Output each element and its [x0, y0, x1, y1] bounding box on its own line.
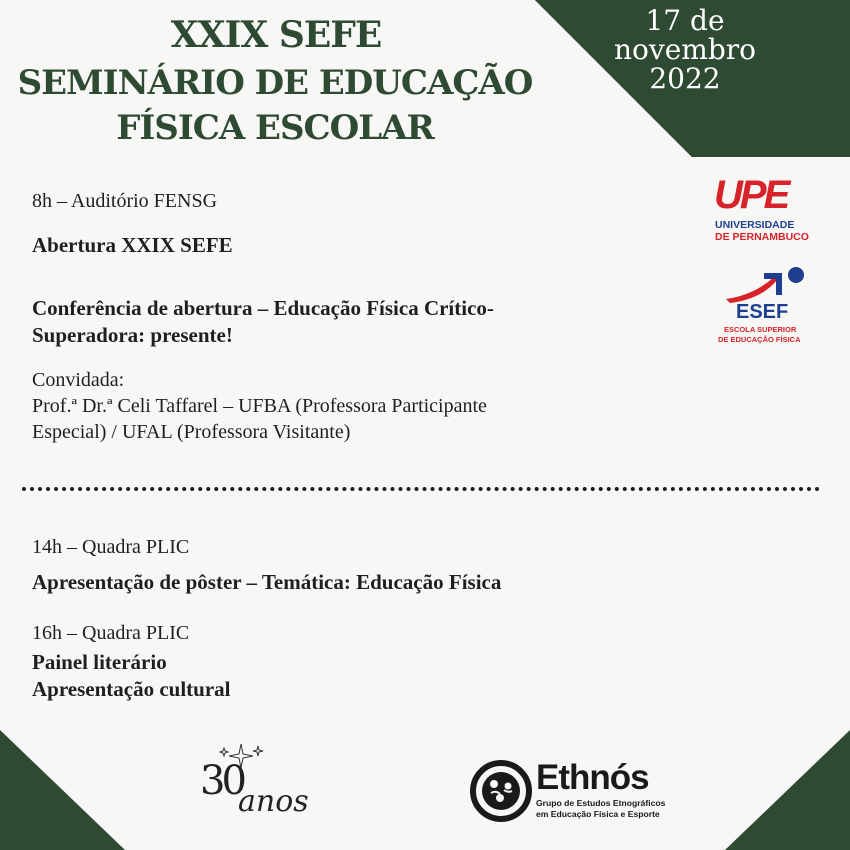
upe-logo-line-2: DE PERNAMBUCO [715, 231, 809, 243]
event-date-day: 17 de [645, 4, 725, 37]
anniversary-word: anos [238, 784, 309, 819]
upe-logo-line-1: UNIVERSIDADE [715, 219, 795, 231]
ethnos-logo [470, 758, 690, 828]
conference-title-line-2: Superadora: presente! [32, 323, 233, 347]
guest-line-2: Especial) / UFAL (Professora Visitante) [32, 421, 351, 443]
esef-logo-line-1: ESCOLA SUPERIOR [724, 325, 797, 334]
ethnos-line-1: Grupo de Estudos Etnográficos [536, 798, 666, 808]
esef-logo-name: ESEF [736, 301, 789, 323]
poster-session: Apresentação de pôster – Temática: Educação Física [32, 570, 502, 594]
anniversary-logo [198, 742, 358, 822]
conference-title-line-1: Conferência de abertura – Educação Física Crítico- [32, 296, 494, 320]
ethnos-line-2: em Educação Física e Esporte [536, 809, 660, 819]
opening-session: Abertura XXIX SEFE [32, 233, 233, 257]
cultural-presentation: Apresentação cultural [32, 677, 231, 701]
guest-line-1: Prof.ª Dr.ª Celi Taffarel – UFBA (Professora Participante [32, 395, 487, 417]
event-date-year: 2022 [649, 62, 721, 95]
anniversary-number: 30 [200, 758, 243, 804]
upe-logo [712, 173, 817, 247]
event-title: XXIX SEFE [170, 14, 382, 56]
event-date-month: novembro [614, 33, 756, 66]
afternoon-time-place-1: 14h – Quadra PLIC [32, 536, 190, 558]
corner-triangle-bottom-left [0, 730, 125, 850]
event-subtitle-line-1: SEMINÁRIO DE EDUCAÇÃO [17, 63, 533, 103]
esef-emblem-icon [724, 265, 814, 305]
literary-panel: Painel literário [32, 650, 167, 674]
event-subtitle-line-2: FÍSICA ESCOLAR [116, 108, 434, 148]
morning-time-place: 8h – Auditório FENSG [32, 190, 218, 212]
afternoon-time-place-2: 16h – Quadra PLIC [32, 622, 190, 644]
upe-logo-letters: UPE [714, 173, 788, 217]
esef-logo [716, 265, 816, 350]
corner-triangle-bottom-right [725, 730, 850, 850]
ethnos-emblem-icon [470, 760, 532, 822]
esef-logo-line-2: DE EDUCAÇÃO FÍSICA [718, 335, 801, 344]
section-divider [22, 487, 820, 491]
guest-label: Convidada: [32, 369, 125, 391]
ethnos-name: Ethnós [536, 758, 649, 797]
